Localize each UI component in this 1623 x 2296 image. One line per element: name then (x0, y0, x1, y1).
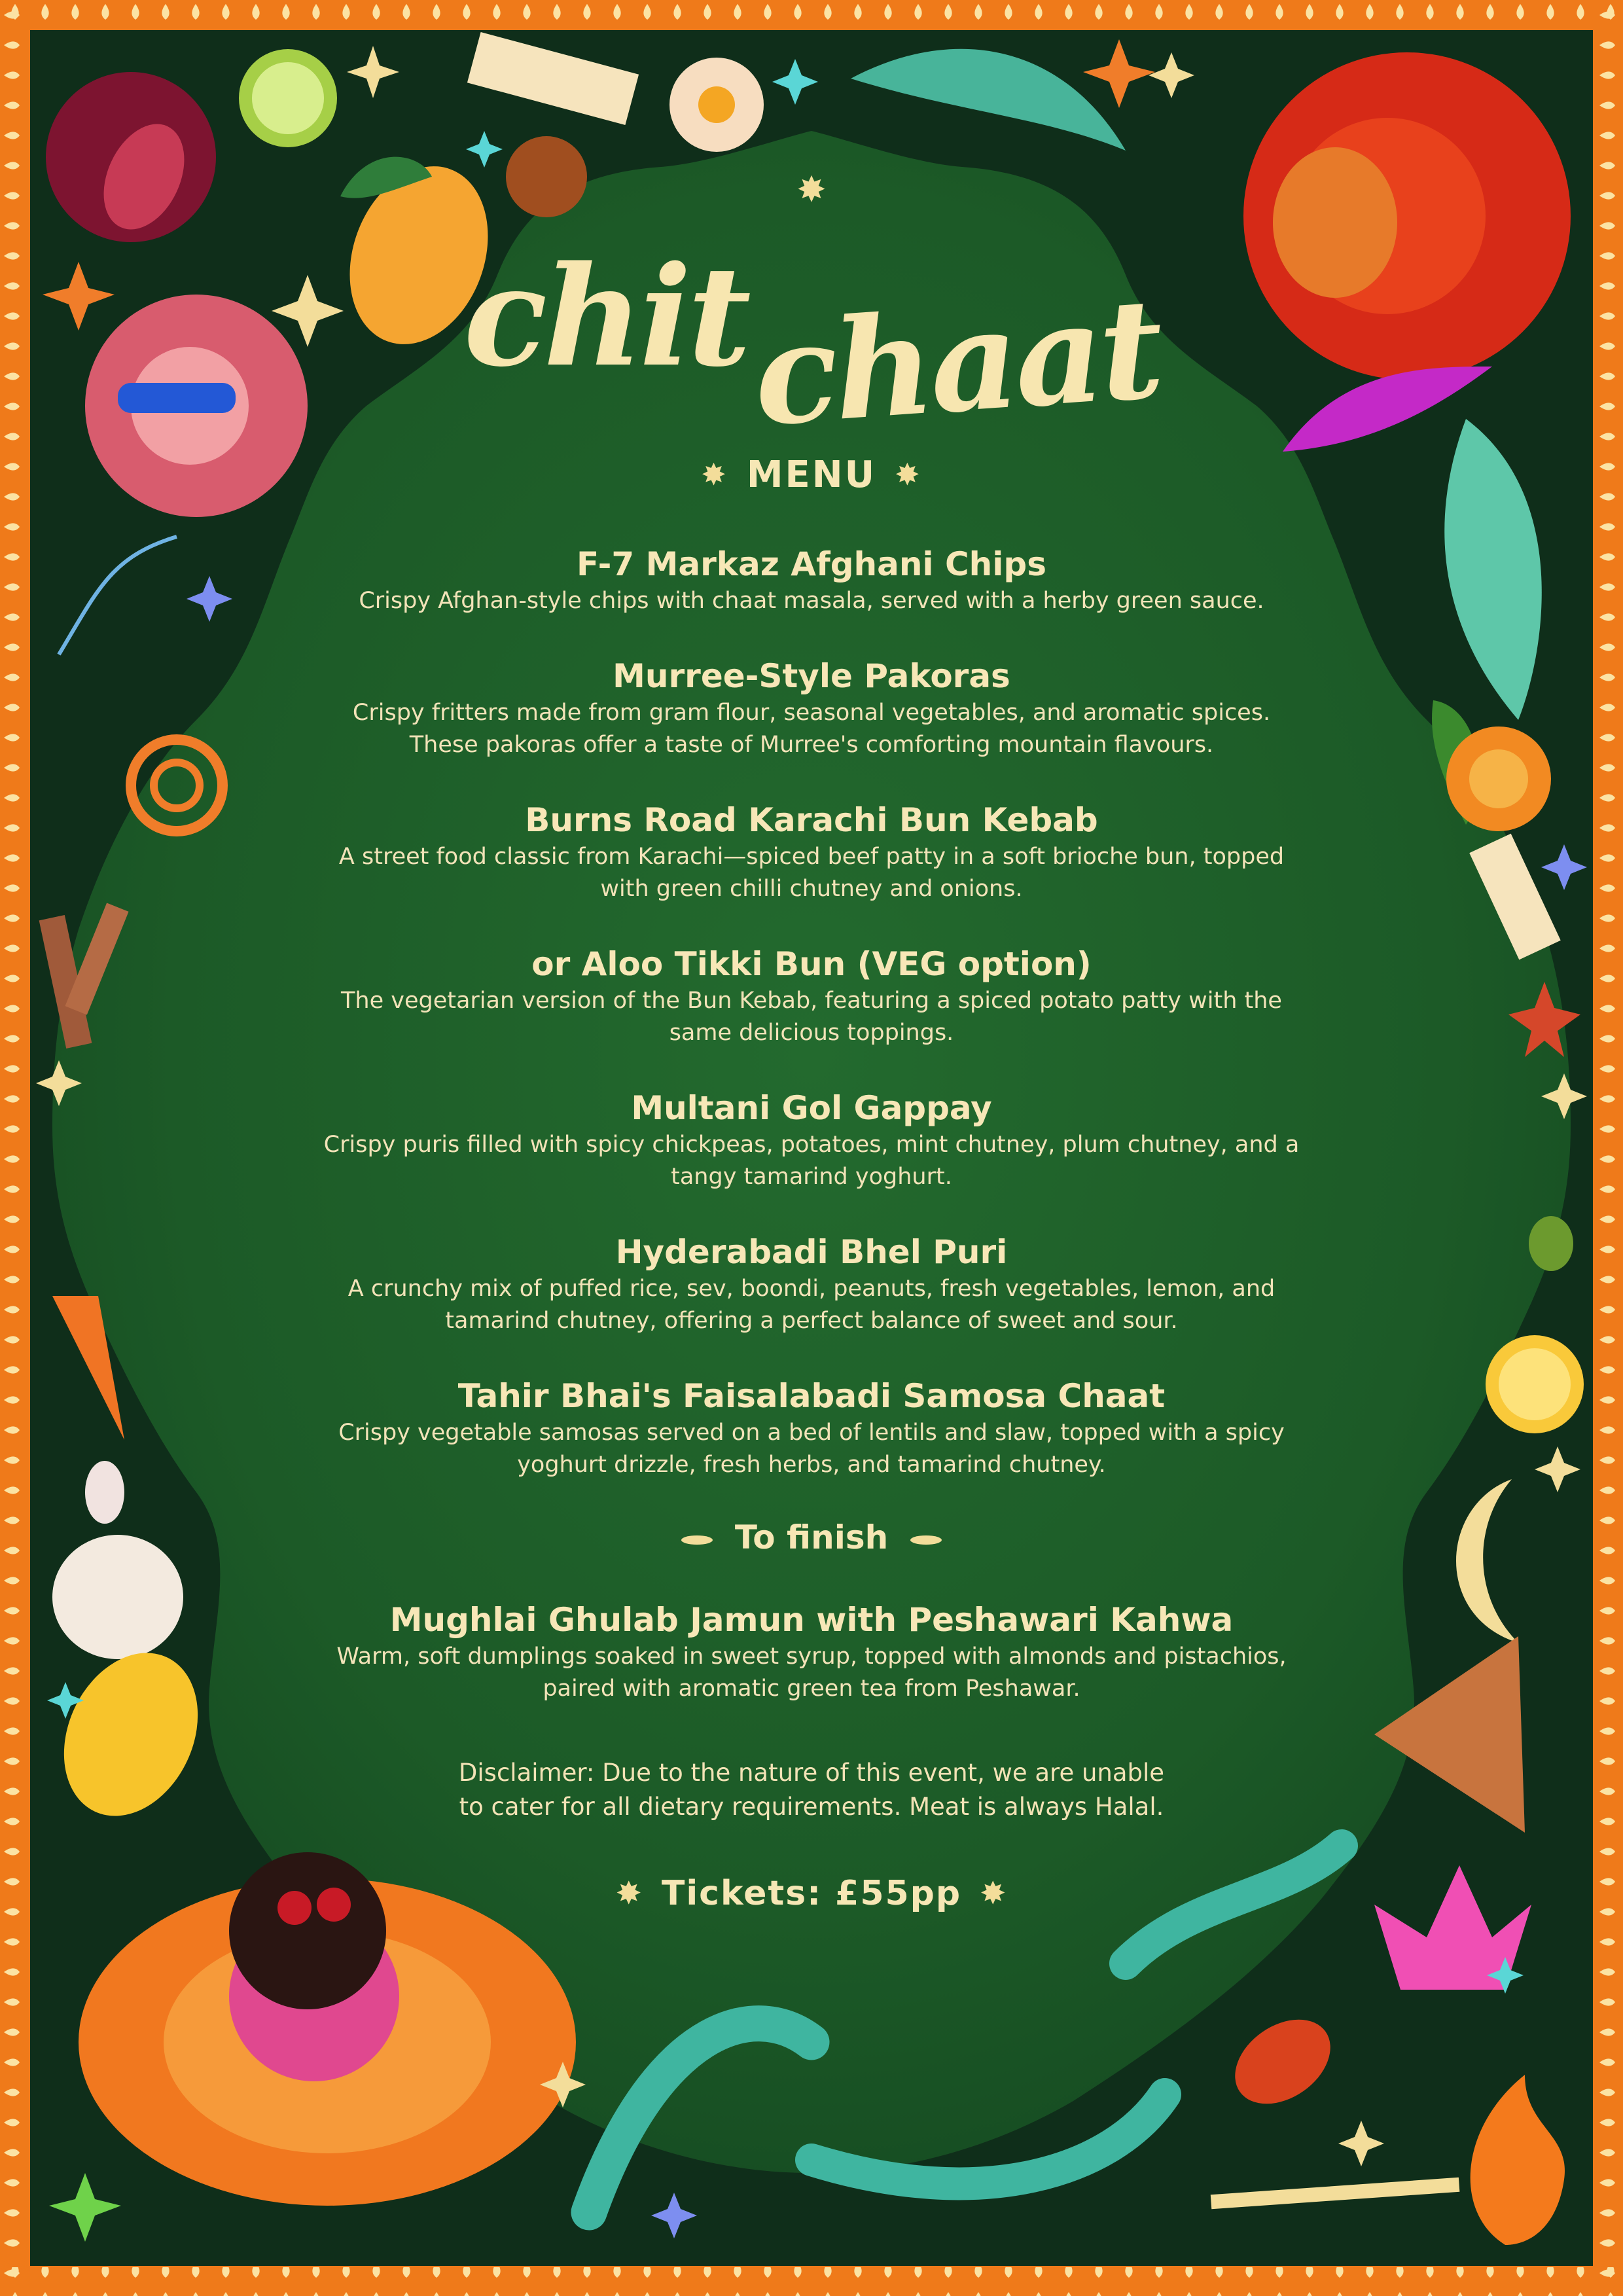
finish-heading (0, 1518, 1623, 1556)
chit-chaat-logo (0, 236, 1623, 457)
menu-item-description: Crispy vegetable samosas served on a bed of lentils and slaw, topped with a spicy yoghurt drizzle, fresh herbs, and tamarind chutney. (338, 1420, 1285, 1478)
logo-word-chaat: chaat (748, 267, 1165, 457)
menu-heading-text: MENU (746, 453, 877, 496)
dessert-item (249, 1599, 1374, 1705)
menu-item (249, 799, 1374, 905)
menu-item-name: Hyderabadi Bhel Puri (615, 1233, 1008, 1271)
tickets-price-text: Tickets: £55pp (661, 1874, 962, 1913)
star-icon: ✸ (615, 1875, 643, 1912)
menu-item-name: or Aloo Tikki Bun (VEG option) (531, 945, 1092, 983)
menu-item-description: Crispy Afghan-style chips with chaat masala, served with a herby green sauce. (359, 588, 1264, 614)
dessert-item-name: Mughlai Ghulab Jamun with Peshawari Kahwa (389, 1601, 1234, 1639)
menu-item-name: Murree-Style Pakoras (613, 657, 1010, 695)
logo-word-chit: chit (463, 236, 747, 397)
svg-text:✸: ✸ (796, 169, 827, 210)
menu-item (249, 543, 1374, 617)
menu-item-description: A street food classic from Karachi—spiced beef patty in a soft brioche bun, topped with green chilli chutney and onions. (338, 844, 1285, 902)
menu-item-name: Tahir Bhai's Faisalabadi Samosa Chaat (457, 1377, 1166, 1415)
menu-item-description: The vegetarian version of the Bun Kebab, featuring a spiced potato patty with the same delicious toppings. (341, 988, 1282, 1046)
menu-item-description: Crispy fritters made from gram flour, seasonal vegetables, and aromatic spices. These pakoras offer a taste of Murree's comforting mountain flavours. (352, 700, 1271, 758)
dash-ornament-icon (681, 1535, 713, 1545)
tickets-price (0, 1873, 1623, 1913)
menu-item (249, 1087, 1374, 1193)
menu-item (249, 943, 1374, 1049)
dessert-item-description: Warm, soft dumplings soaked in sweet syrup, topped with almonds and pistachios, paired with aromatic green tea from Peshawar. (336, 1643, 1287, 1702)
menu-item-name: Burns Road Karachi Bun Kebab (525, 801, 1098, 839)
menu-heading (0, 452, 1623, 496)
dash-ornament-icon (910, 1535, 942, 1545)
menu-item (249, 655, 1374, 761)
menu-item-name: Multani Gol Gappay (631, 1089, 992, 1127)
menu-item (249, 1231, 1374, 1337)
star-icon: ✸ (980, 1875, 1008, 1912)
menu-item-description: A crunchy mix of puffed rice, sev, boondi, peanuts, fresh vegetables, lemon, and tamarind chutney, offering a perfect balance of sweet and sour. (348, 1276, 1275, 1334)
star-icon: ✸ (701, 457, 728, 492)
star-icon: ✸ (895, 457, 922, 492)
menu-item-name: F-7 Markaz Afghani Chips (577, 545, 1046, 583)
finish-heading-text: To finish (734, 1518, 889, 1556)
menu-item-description: Crispy puris filled with spicy chickpeas, potatoes, mint chutney, plum chutney, and a tangy tamarind yoghurt. (323, 1132, 1300, 1190)
disclaimer-text: Disclaimer: Due to the nature of this event, we are unable to cater for all dietary requirements. Meat is always Halal. (458, 1759, 1165, 1821)
menu-items (249, 543, 1374, 1519)
menu-item (249, 1375, 1374, 1481)
